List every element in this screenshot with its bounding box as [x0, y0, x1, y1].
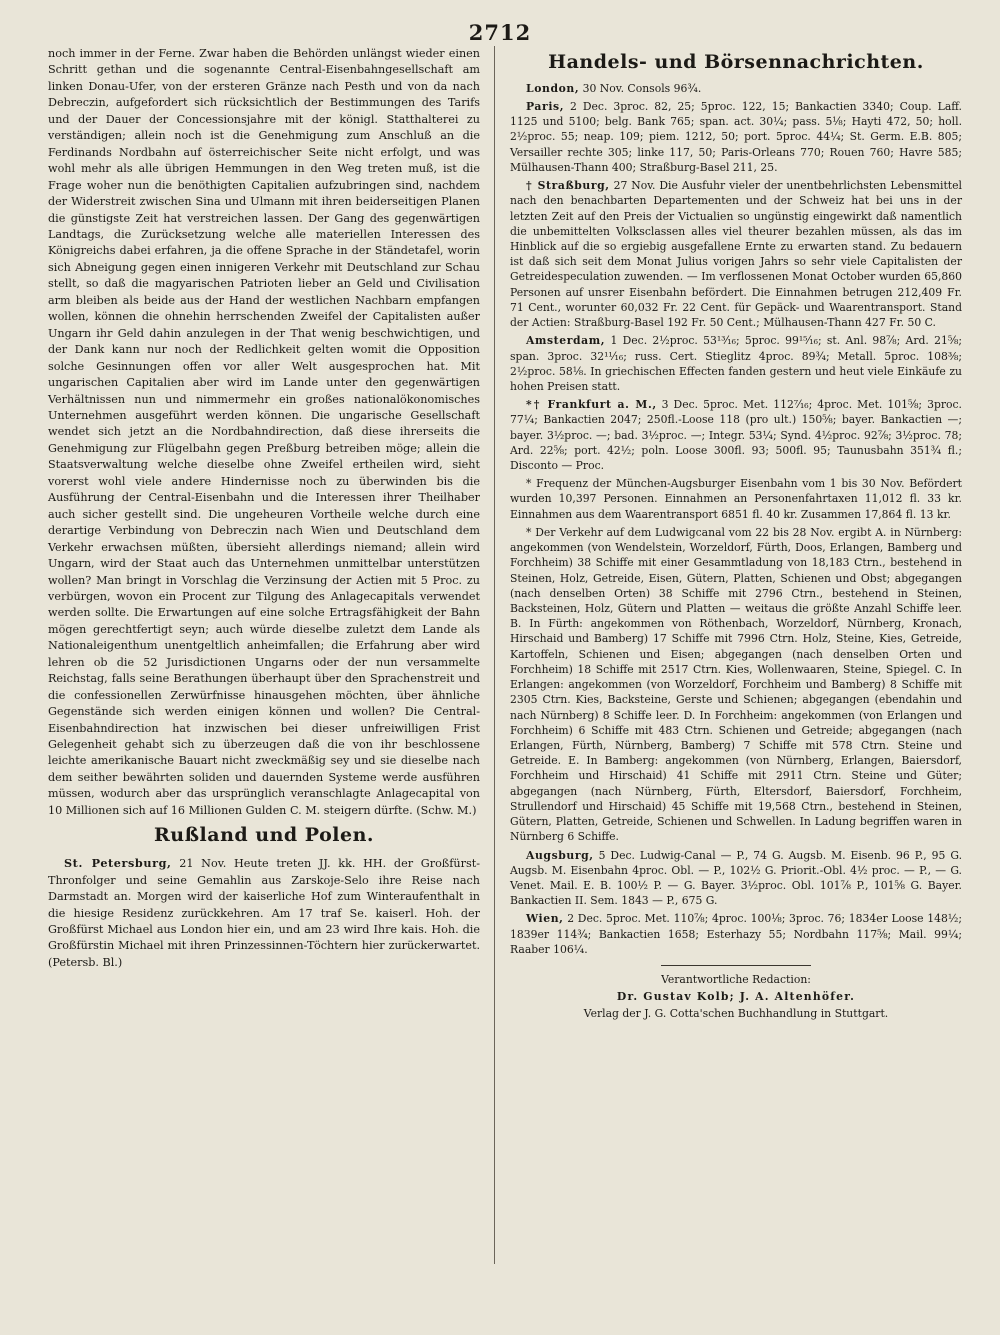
news-item-stpetersburg: [48, 855, 480, 971]
column-divider: [494, 46, 495, 1264]
section-heading-russia: Rußland und Polen.: [154, 824, 374, 847]
editorial-label: Verantwortliche Redaction:: [661, 973, 811, 987]
dateline-place: Augsburg,: [526, 848, 594, 862]
news-text: * Der Verkehr auf dem Ludwigcanal vom 22 bis 28 Nov. ergibt A. in Nürnberg: angekommen (von Wendelstein, Worzeldorf, Fürth, Doos, Erlangen, Bamberg und Forchheim) 38 Schiffe mit einer Gesammtladung von 18,183 Ctrn., bestehend in Steinen, Holz, Getreide, Eisen, Gütern, Platten, Schienen und Obst; abgegangen (nach denselben Orten) 38 Schiffe mit 2796 Ctrn., bestehend in Steinen, Backsteinen, Holz, Gütern und Platten — weitaus die größte Anzahl Schiffe leer. B. In Fürth: angekommen von Röthenbach, Worzeldorf, Nürnberg, Kronach, Hirschaid und Bamberg) 17 Schiffe mit 7996 Ctrn. Holz, Steine, Kies, Getreide, Kartoffeln, Schienen und Eisen; abgegangen (nach denselben Orten und Forchheim) 18 Schiffe mit 2517 Ctrn. Kies, Wollenwaaren, Steine, Spiegel. C. In Erlangen: angekommen (von Worzeldorf, Forchheim und Bamberg) 8 Schiffe mit 2305 Ctrn. Kies, Backsteine, Gerste und Schienen; abgegangen (ebendahin und nach Nürnberg) 8 Schiffe leer. D. In Forchheim: angekommen (von Erlangen und Forchheim) 6 Schiffe mit 483 Ctrn. Schienen und Getreide; abgegangen (nach Erlangen, Fürth, Nürnberg, Bamberg) 7 Schiffe mit 578 Ctrn. Steine und Getreide. E. In Bamberg: angekommen (von Nürnberg, Erlangen, Baiersdorf, Forchheim und Hirschaid) 41 Schiffe mit 2911 Ctrn. Steine und Güter; abgegangen (nach Nürnberg, Fürth, Eltersdorf, Baiersdorf, Forchheim, Strullendorf und Hirschaid) 45 Schiffe mit 19,568 Ctrn., bestehend in Steinen, Gütern, Platten, Getreide, Schienen und Schwellen. In Ladung begriffen waren in Nürnberg 6 Schiffe.: [510, 525, 962, 844]
news-text: 1 Dec. 2½proc. 53¹³⁄₁₆; 5proc. 99¹⁵⁄₁₆; st. Anl. 98⅞; Ard. 21⅝; span. 3proc. 32¹¹⁄₁₆; russ. Cert. Stieglitz 4proc. 89¾; Metall. 5proc. 108⅜; 2½proc. 58⅛. In griechischen Effecten fanden gestern und heut viele Einkäufe zu hohen Preisen statt.: [510, 334, 962, 393]
section-heading-trade: Handels- und Börsennachrichten.: [548, 51, 924, 73]
article-paragraph: noch immer in der Ferne. Zwar haben die Behörden unlängst wieder einen Schritt gethan und die sogenannte Central-Eisenbahngesellschaft am linken Donau-Ufer, von der ersteren Gränze nach Pesth und von da nach Debreczin, aufgefordert sich rücksichtlich der Bestimmungen des Tarifs und der Dauer der Concessionsjahre mit der königl. Statthalterei zu verständigen; allein noch ist die Genehmigung zum Anschluß an die Ferdinands Nordbahn auf österreichischer Seite nicht erfolgt, und was wohl mehr als alle übrigen Hemmungen in den Weg treten muß, ist die Frage woher nun die benöthigten Capitalien aufzubringen sind, nachdem der Widerstreit zwischen Sina und Ulmann mit ihren beiderseitigen Planen die günstigste Zeit hat verstreichen lassen. Der Gang des gegenwärtigen Landtags, die Zurücksetzung welche alle materiellen Interessen des Königreichs dabei erfahren, ja die offene Sprache in der Ständetafel, worin sich Abneigung gegen einen innigeren Verkehr mit Deutschland zur Schau stellt, so daß die magyarischen Patrioten lieber an Geld und Civilisation arm bleiben als beide aus der Hand der westlichen Nachbarn empfangen wollen, können die ohnehin herrschenden Zweifel der Capitalisten außer Ungarn ihr Geld dahin anzulegen in der That wenig beschwichtigen, und der Dank kann nur noch der Redlichkeit gelten womit die Opposition solche Gesinnungen offen vor aller Welt ausgesprochen hat. Mit ungarischen Capitalien aber wird im Lande unter den gegenwärtigen Verhältnissen nun und nimmermehr ein großes nationalökonomisches Unternehmen ausgeführt werden können. Die ungarische Gesellschaft wendet sich jetzt an die Nordbahndirection, daß diese ihrerseits die Genehmigung zur Flügelbahn gegen Preßburg betreiben möge; allein die Staatsverwaltung welche dieselbe ohne Zweifel ertheilen wird, sieht vorerst wohl viele andere Hindernisse noch zu überwinden bis die Ausführung der Central-Eisenbahn und die Interessen ihrer Theilhaber auch sicher gestellt sind. Die ungeheuren Vortheile welche durch eine derartige Verbindung von Debreczin nach Wien und Deutschland dem Verkehr erwachsen müßten, übersieht allerdings niemand; allein wird Ungarn, wird der Staat auch das Unternehmen unmittelbar unterstützen wollen? Man bringt in Vorschlag die Verzinsung der Actien mit 5 Proc. zu verbürgen, wovon ein Procent zur Tilgung des Anlagecapitals verwendet werden sollte. Die Erwartungen auf eine solche Ertragsfähigkeit der Bahn mögen gerechtfertigt seyn; auch würde dieselbe zuletzt dem Lande als Nationaleigenthum unentgeltlich anheimfallen; die Erfahrung aber wird lehren ob die 52 Jurisdictionen Ungarns oder der nun versammelte Reichstag, falls seine Berathungen überhaupt über den Sprachenstreit und die confessionellen Zerwürfnisse hinausgehen möchten, über ähnliche Gegenstände sich werden einigen können und wollen? Die Central-Eisenbahndirection hat inzwischen bei dieser unfreiwilligen Frist Gelegenheit gehabt sich zu überzeugen daß die von ihr beschlossene leichte amerikanische Bauart nicht zweckmäßig sey und sie dieselbe nach dem seither bewährten soliden und dauernden Systeme werde ausführen müssen, wodurch aber das ursprünglich veranschlagte Anlagecapital von 10 Millionen sich auf 16 Millionen Gulden C. M. steigern dürfte. (Schw. M.): [48, 47, 480, 817]
news-text: 3 Dec. 5proc. Met. 112⁷⁄₁₆; 4proc. Met. 101⅝; 3proc. 77¼; Bankactien 2047; 250fl.-Loose 118 (pro ult.) 150⅝; bayer. Bankactien —; bayer. 3½proc. —; bad. 3½proc. —; Integr. 53¼; Synd. 4½proc. 92⅞; 3½proc. 78; Ard. 22⅝; port. 42½; poln. Loose 300fl. 93; 500fl. 95; Taunusbahn 351¾ fl.; Disconto — Proc.: [510, 398, 962, 473]
dateline-place: Wien,: [526, 912, 564, 926]
news-text: 27 Nov. Die Ausfuhr vieler der unentbehrlichsten Lebensmittel nach den benachbarten Departementen und der Schweiz hat bei uns in der letzten Zeit auf den Preis der Victualien so ungünstig eingewirkt daß namentlich die unbemittelten Volksclassen alles viel theurer bezahlen müssen, als das im Hinblick auf die so ergiebig ausgefallene Ernte zu erwarten stand. Zu bedauern ist daß sich seit dem Monat Julius vorigen Jahrs so sehr viele Capitalisten der Getreidespeculation zuwenden. — Im verflossenen Monat October wurden 65,860 Personen auf unsrer Eisenbahn befördert. Die Einnahmen betrugen 212,409 Fr. 71 Cent., worunter 60,032 Fr. 22 Cent. für Gepäck- und Waarentransport. Stand der Actien: Straßburg-Basel 192 Fr. 50 Cent.; Mülhausen-Thann 427 Fr. 50 C.: [510, 179, 962, 330]
news-item: [510, 333, 962, 394]
news-text: 30 Nov. Consols 96¾.: [579, 81, 702, 95]
news-item: [510, 476, 962, 522]
news-text: * Frequenz der München-Augsburger Eisenbahn vom 1 bis 30 Nov. Befördert wurden 10,397 Personen. Einnahmen an Personenfahrtaxen 11,012 fl. 33 kr. Einnahmen aus dem Waarentransport 6851 fl. 40 kr. Zusammen 17,864 fl. 13 kr.: [510, 477, 962, 521]
dateline-place: St. Petersburg,: [64, 856, 172, 871]
dateline-place: London,: [526, 81, 580, 95]
news-item: [510, 178, 962, 330]
news-item: [510, 911, 962, 957]
news-item: [510, 525, 962, 845]
editors: Dr. Gustav Kolb; J. A. Altenhöfer.: [616, 990, 856, 1004]
dateline-place: *† Frankfurt a. M.,: [526, 398, 657, 412]
publisher-imprint: Verlag der J. G. Cotta'schen Buchhandlung in Stuttgart.: [583, 1007, 889, 1021]
news-item: [510, 99, 962, 175]
page-number: 2712: [468, 20, 532, 45]
news-text: 2 Dec. 5proc. Met. 110⅞; 4proc. 100⅛; 3proc. 76; 1834er Loose 148½; 1839er 114¾; Bankactien 1658; Esterhazy 55; Nordbahn 117⅝; Mail. 99¼; Raaber 106¼.: [510, 912, 962, 956]
right-column: [510, 46, 962, 1024]
news-item: [510, 397, 962, 473]
dateline-place: † Straßburg,: [526, 179, 610, 193]
news-item: [510, 848, 962, 909]
news-item: [510, 81, 962, 96]
left-column: [48, 46, 480, 974]
news-text: 5 Dec. Ludwig-Canal — P., 74 G. Augsb. M. Eisenb. 96 P., 95 G. Augsb. M. Eisenbahn 4proc. Obl. — P., 102½ G. Priorit.-Obl. 4½ proc. — P., — G. Venet. Mail. E. B. 100½ P. — G. Bayer. 3½proc. Obl. 101⅞ P., 101⅝ G. Bayer. Bankactien II. Sem. 1843 — P., 675 G.: [510, 848, 962, 908]
dateline-place: Paris,: [526, 100, 565, 113]
footer-rule: [661, 965, 811, 966]
dateline-place: Amsterdam,: [526, 334, 606, 348]
news-text: 21 Nov. Heute treten JJ. kk. HH. der Großfürst-Thronfolger und seine Gemahlin aus Zarskoje-Selo ihre Reise nach Darmstadt an. Morgen wird der kaiserliche Hof zum Winteraufenthalt in die hiesige Residenz zurückkehren. Am 17 traf Se. kaiserl. Hoh. der Großfürst Michael aus London hier ein, und am 23 wird Ihre kais. Hoh. die Großfürstin Michael mit ihren Prinzessinnen-Töchtern hier zurückerwartet. (Petersb. Bl.): [48, 857, 480, 969]
news-text: 2 Dec. 3proc. 82, 25; 5proc. 122, 15; Bankactien 3340; Coup. Laff. 1125 und 5100; belg. Bank 765; span. act. 30¼; pass. 5⅛; Hayti 472, 50; holl. 2½proc. 55; neap. 109; piem. 1212, 50; port. 5proc. 44¼; St. Germ. E.B. 805; Versailler rechte 305; linke 117, 50; Paris-Orleans 770; Rouen 760; Havre 585; Mülhausen-Thann 400; Straßburg-Basel 211, 25.: [510, 100, 962, 174]
